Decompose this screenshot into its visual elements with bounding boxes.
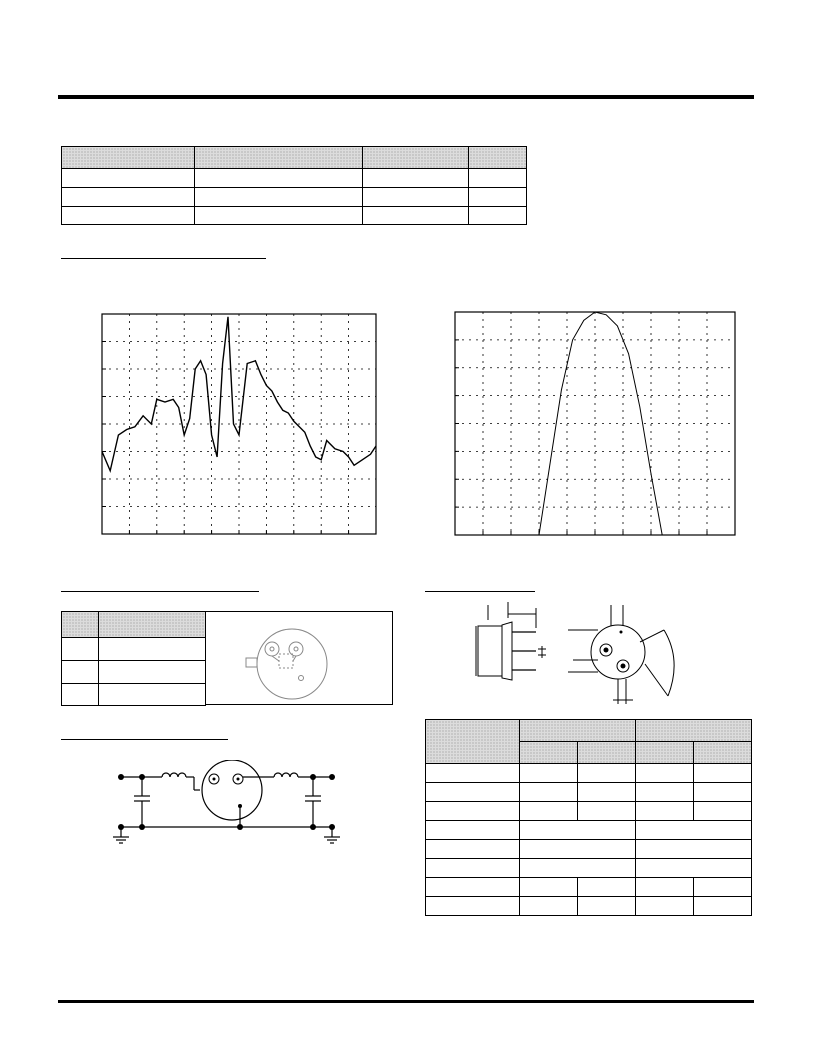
table-cell — [426, 764, 520, 783]
table-row — [426, 821, 752, 840]
table-row — [62, 661, 206, 684]
header-rule — [58, 95, 754, 99]
table-cell — [62, 169, 195, 188]
table-cell — [636, 821, 752, 840]
package-side-view — [476, 602, 546, 680]
table-cell — [426, 878, 520, 897]
package-bottom-view — [205, 611, 393, 705]
table-cell — [62, 684, 99, 706]
table-cell — [520, 840, 636, 859]
spec-table-header — [62, 147, 527, 169]
table-cell — [520, 783, 578, 802]
table-cell — [426, 783, 520, 802]
table-row — [62, 684, 206, 706]
pin-table-header — [62, 612, 206, 638]
section-heading-underline — [61, 591, 259, 592]
table-cell — [363, 207, 469, 225]
table-row — [426, 840, 752, 859]
table-cell — [694, 764, 752, 783]
table-row — [426, 859, 752, 878]
table-cell — [195, 188, 363, 207]
table-row — [426, 783, 752, 802]
pin-table — [61, 611, 206, 706]
frequency-response-chart — [94, 306, 390, 540]
table-cell — [62, 661, 99, 684]
table-cell — [578, 878, 636, 897]
section-heading-underline — [61, 258, 266, 259]
table-row — [426, 764, 752, 783]
table-cell — [636, 859, 752, 878]
table-cell — [62, 207, 195, 225]
table-cell — [694, 802, 752, 821]
table-cell — [520, 878, 578, 897]
package-outline-drawing — [468, 600, 738, 710]
table-cell — [62, 188, 195, 207]
table-cell — [363, 188, 469, 207]
table-cell — [469, 169, 527, 188]
table-cell — [62, 638, 99, 661]
table-row — [62, 638, 206, 661]
table-cell — [99, 661, 206, 684]
table-cell — [694, 783, 752, 802]
table-cell — [469, 207, 527, 225]
table-cell — [578, 783, 636, 802]
table-cell — [694, 897, 752, 916]
table-cell — [636, 783, 694, 802]
table-cell — [578, 764, 636, 783]
footer-rule — [58, 1000, 754, 1003]
table-row — [62, 188, 527, 207]
section-heading-underline — [61, 739, 228, 740]
table-cell — [636, 802, 694, 821]
table-cell — [636, 840, 752, 859]
table-cell — [426, 821, 520, 840]
table-cell — [363, 169, 469, 188]
table-cell — [520, 764, 578, 783]
dimension-table — [425, 719, 752, 916]
table-row — [426, 802, 752, 821]
table-cell — [426, 859, 520, 878]
series-line — [539, 312, 662, 535]
table-cell — [694, 878, 752, 897]
table-cell — [520, 821, 636, 840]
table-cell — [426, 840, 520, 859]
table-cell — [99, 638, 206, 661]
table-cell — [99, 684, 206, 706]
spec-table — [61, 146, 527, 225]
package-top-view — [568, 605, 674, 704]
table-cell — [578, 897, 636, 916]
table-cell — [578, 802, 636, 821]
table-cell — [195, 207, 363, 225]
dimension-table-header — [426, 720, 752, 742]
table-cell — [520, 802, 578, 821]
package-bottom-view-drawing — [206, 612, 392, 704]
bell-curve-chart — [449, 305, 743, 537]
table-cell — [636, 764, 694, 783]
table-cell — [426, 897, 520, 916]
table-cell — [426, 802, 520, 821]
application-circuit-schematic — [108, 760, 358, 850]
section-heading-underline — [425, 591, 535, 592]
table-cell — [636, 897, 694, 916]
table-cell — [520, 859, 636, 878]
table-cell — [636, 878, 694, 897]
table-row — [62, 169, 527, 188]
table-row — [426, 897, 752, 916]
table-cell — [469, 188, 527, 207]
table-row — [426, 878, 752, 897]
table-cell — [520, 897, 578, 916]
table-row — [62, 207, 527, 225]
table-cell — [195, 169, 363, 188]
